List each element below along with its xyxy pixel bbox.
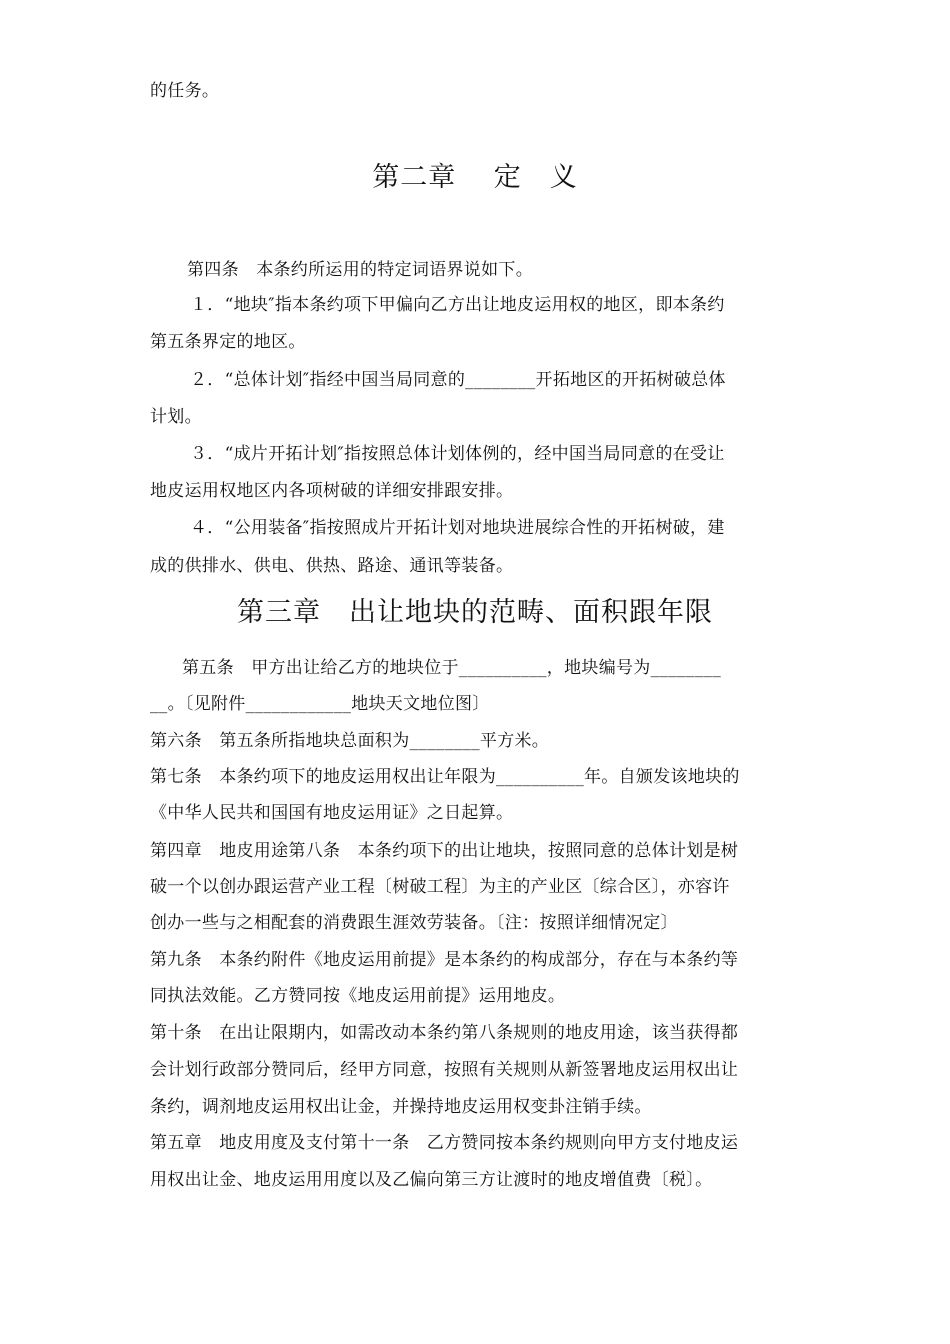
article-line: 第四条 本条约所运用的特定词语界说如下。	[187, 260, 533, 280]
paragraph-line: 会计划行政部分赞同后，经甲方同意，按照有关规则从新签署地皮运用权出让	[150, 1060, 739, 1080]
paragraph-line: 破一个以创办跟运营产业工程〔树破工程〕为主的产业区〔综合区〕，亦容许	[150, 877, 730, 897]
paragraph-line: 成的供排水、供电、供热、路途、通讯等装备。	[150, 556, 514, 576]
definition-line: ３．“成片开拓计划″指按照总体计划体例的，经中国当局同意的在受让	[190, 444, 725, 464]
article-line: 第九条 本条约附件《地皮运用前提》是本条约的构成部分，存在与本条约等	[150, 950, 739, 970]
chapter-heading: 第二章 定 义	[372, 162, 578, 193]
article-line: 第五章 地皮用度及支付第十一条 乙方赞同按本条约规则向甲方支付地皮运	[150, 1133, 739, 1153]
definition-line: １．“地块″指本条约项下甲偏向乙方出让地皮运用权的地区，即本条约	[190, 295, 725, 315]
paragraph-line: 创办一些与之相配套的消费跟生涯效劳装备。〔注：按照详细情况定〕	[150, 913, 678, 933]
paragraph-line: 同执法效能。乙方赞同按《地皮运用前提》运用地皮。	[150, 986, 566, 1006]
article-line: 第四章 地皮用途第八条 本条约项下的出让地块，按照同意的总体计划是树	[150, 841, 739, 861]
chapter-heading: 第三章 出让地块的范畴、面积跟年限	[237, 597, 713, 628]
paragraph-line: 计划。	[150, 407, 202, 427]
article-line: 第五条 甲方出让给乙方的地块位于__________，地块编号为________	[182, 658, 721, 678]
paragraph-line: 用权出让金、地皮运用用度以及乙偏向第三方让渡时的地皮增值费〔税〕。	[150, 1170, 713, 1190]
definition-line: ４．“公用装备″指按照成片开拓计划对地块进展综合性的开拓树破，建	[190, 518, 725, 538]
paragraph-line: __。〔见附件____________地块天文地位图〕	[150, 694, 490, 714]
paragraph-line: 的任务。	[150, 81, 220, 101]
paragraph-line: 第五条界定的地区。	[150, 332, 306, 352]
paragraph-line: 地皮运用权地区内各项树破的详细安排跟安排。	[150, 481, 514, 501]
paragraph-line: 条约，调剂地皮运用权出让金，并操持地皮运用权变卦注销手续。	[150, 1097, 652, 1117]
article-line: 第十条 在出让限期内，如需改动本条约第八条规则的地皮用途，该当获得都	[150, 1023, 739, 1043]
article-line: 第六条 第五条所指地块总面积为________平方米。	[150, 731, 550, 751]
article-line: 第七条 本条约项下的地皮运用权出让年限为__________年。自颁发该地块的	[150, 767, 740, 787]
definition-line: ２．“总体计划″指经中国当局同意的________开拓地区的开拓树破总体	[190, 370, 726, 390]
paragraph-line: 《中华人民共和国国有地皮运用证》之日起算。	[150, 803, 514, 823]
